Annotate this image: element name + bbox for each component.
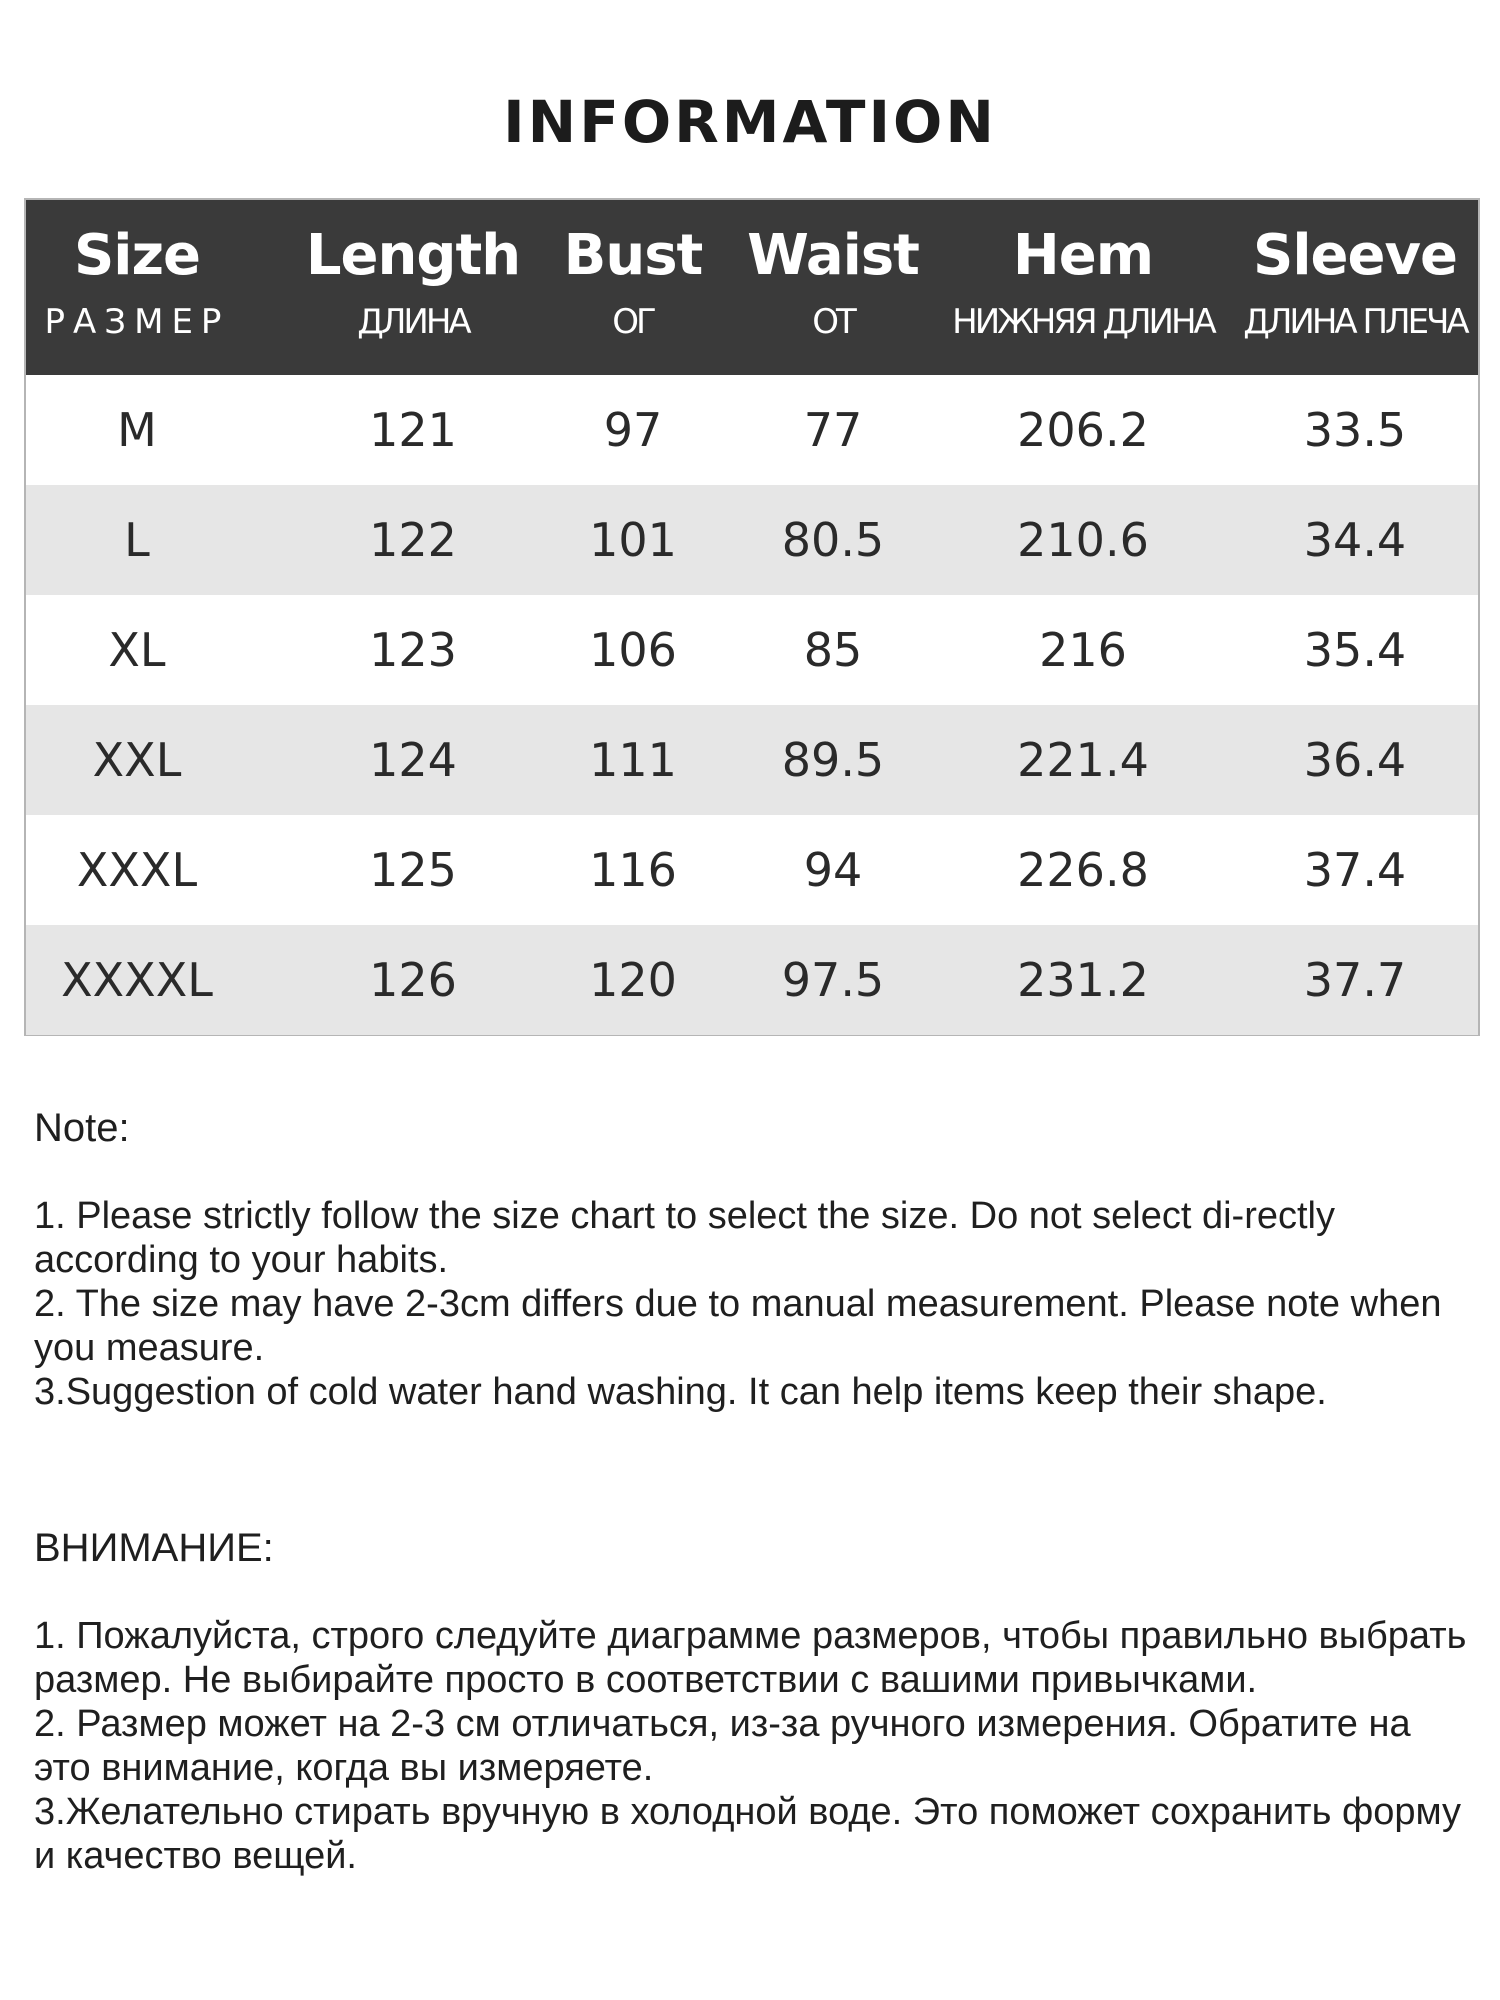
note-item-en-2: 2. The size may have 2-3cm differs due to manual measurement. Please note when you measure. — [34, 1283, 1442, 1369]
cell-bust: 116 — [589, 843, 677, 897]
header-size-en: Size — [73, 223, 201, 288]
table-row — [26, 375, 1478, 485]
note-section-en — [34, 1104, 1474, 1414]
header-length-ru: ДЛИНА — [357, 302, 469, 342]
cell-waist: 80.5 — [781, 513, 885, 567]
header-size — [26, 200, 248, 375]
note-heading-en: Note: — [34, 1106, 130, 1150]
header-bust-en: Bust — [563, 223, 703, 288]
note-heading-ru: ВНИМАНИЕ: — [34, 1526, 274, 1570]
header-waist — [728, 200, 938, 375]
cell-sleeve: 36.4 — [1303, 733, 1407, 787]
header-bust — [538, 200, 728, 375]
cell-sleeve: 37.7 — [1303, 953, 1407, 1007]
cell-bust: 111 — [589, 733, 677, 787]
header-hem-en: Hem — [1012, 223, 1154, 288]
cell-hem: 216 — [1039, 623, 1127, 677]
cell-bust: 97 — [603, 403, 663, 457]
note-item-ru-1: 1. Пожалуйста, строго следуйте диаграмме размеров, чтобы правильно выбрать размер. Не выбирайте просто в соответствии с вашими привычками. — [34, 1615, 1467, 1701]
cell-waist: 77 — [803, 403, 863, 457]
cell-length: 122 — [369, 513, 457, 567]
cell-size: L — [124, 513, 150, 567]
cell-length: 126 — [369, 953, 457, 1007]
header-hem-ru: НИЖНЯЯ ДЛИНА — [952, 302, 1214, 342]
header-sleeve — [1228, 200, 1482, 375]
cell-hem: 226.8 — [1017, 843, 1149, 897]
cell-waist: 94 — [803, 843, 863, 897]
cell-hem: 206.2 — [1017, 403, 1149, 457]
table-row — [26, 485, 1478, 595]
cell-length: 124 — [369, 733, 457, 787]
cell-size: XXXL — [76, 843, 198, 897]
cell-bust: 106 — [589, 623, 677, 677]
cell-waist: 97.5 — [781, 953, 885, 1007]
cell-hem: 221.4 — [1017, 733, 1149, 787]
cell-size: XXXXL — [61, 953, 213, 1007]
cell-size: M — [117, 403, 157, 457]
cell-waist: 85 — [803, 623, 863, 677]
cell-sleeve: 37.4 — [1303, 843, 1407, 897]
cell-length: 123 — [369, 623, 457, 677]
cell-sleeve: 33.5 — [1303, 403, 1407, 457]
cell-sleeve: 35.4 — [1303, 623, 1407, 677]
cell-size: XL — [108, 623, 166, 677]
size-chart-table — [24, 198, 1480, 1036]
note-item-en-3: 3.Suggestion of cold water hand washing. It can help items keep their shape. — [34, 1371, 1327, 1413]
table-header — [26, 200, 1478, 375]
cell-length: 125 — [369, 843, 457, 897]
header-size-ru: РАЗМЕР — [44, 302, 230, 342]
header-waist-en: Waist — [747, 223, 919, 288]
cell-sleeve: 34.4 — [1303, 513, 1407, 567]
table-row — [26, 595, 1478, 705]
table-row — [26, 815, 1478, 925]
note-item-ru-2: 2. Размер может на 2-3 см отличаться, из-за ручного измерения. Обратите на это внимание, когда вы измеряете. — [34, 1703, 1411, 1789]
header-hem — [938, 200, 1228, 375]
cell-waist: 89.5 — [781, 733, 885, 787]
header-sleeve-en: Sleeve — [1253, 223, 1457, 288]
cell-bust: 101 — [589, 513, 677, 567]
table-row — [26, 925, 1478, 1035]
header-bust-ru: ОГ — [612, 302, 654, 342]
cell-bust: 120 — [589, 953, 677, 1007]
cell-length: 121 — [369, 403, 457, 457]
header-waist-ru: ОТ — [812, 302, 854, 342]
cell-size: XXL — [92, 733, 182, 787]
header-length-en: Length — [305, 223, 521, 288]
page-title: INFORMATION — [503, 88, 997, 156]
table-row — [26, 705, 1478, 815]
header-length — [288, 200, 538, 375]
note-item-en-1: 1. Please strictly follow the size chart to select the size. Do not select di-rectly according to your habits. — [34, 1195, 1335, 1281]
note-item-ru-3: 3.Желательно стирать вручную в холодной воде. Это поможет сохранить форму и качество вещей. — [34, 1791, 1462, 1877]
cell-hem: 231.2 — [1017, 953, 1149, 1007]
header-sleeve-ru: ДЛИНА ПЛЕЧА — [1243, 302, 1467, 342]
note-section-ru — [34, 1524, 1474, 1878]
cell-hem: 210.6 — [1017, 513, 1149, 567]
